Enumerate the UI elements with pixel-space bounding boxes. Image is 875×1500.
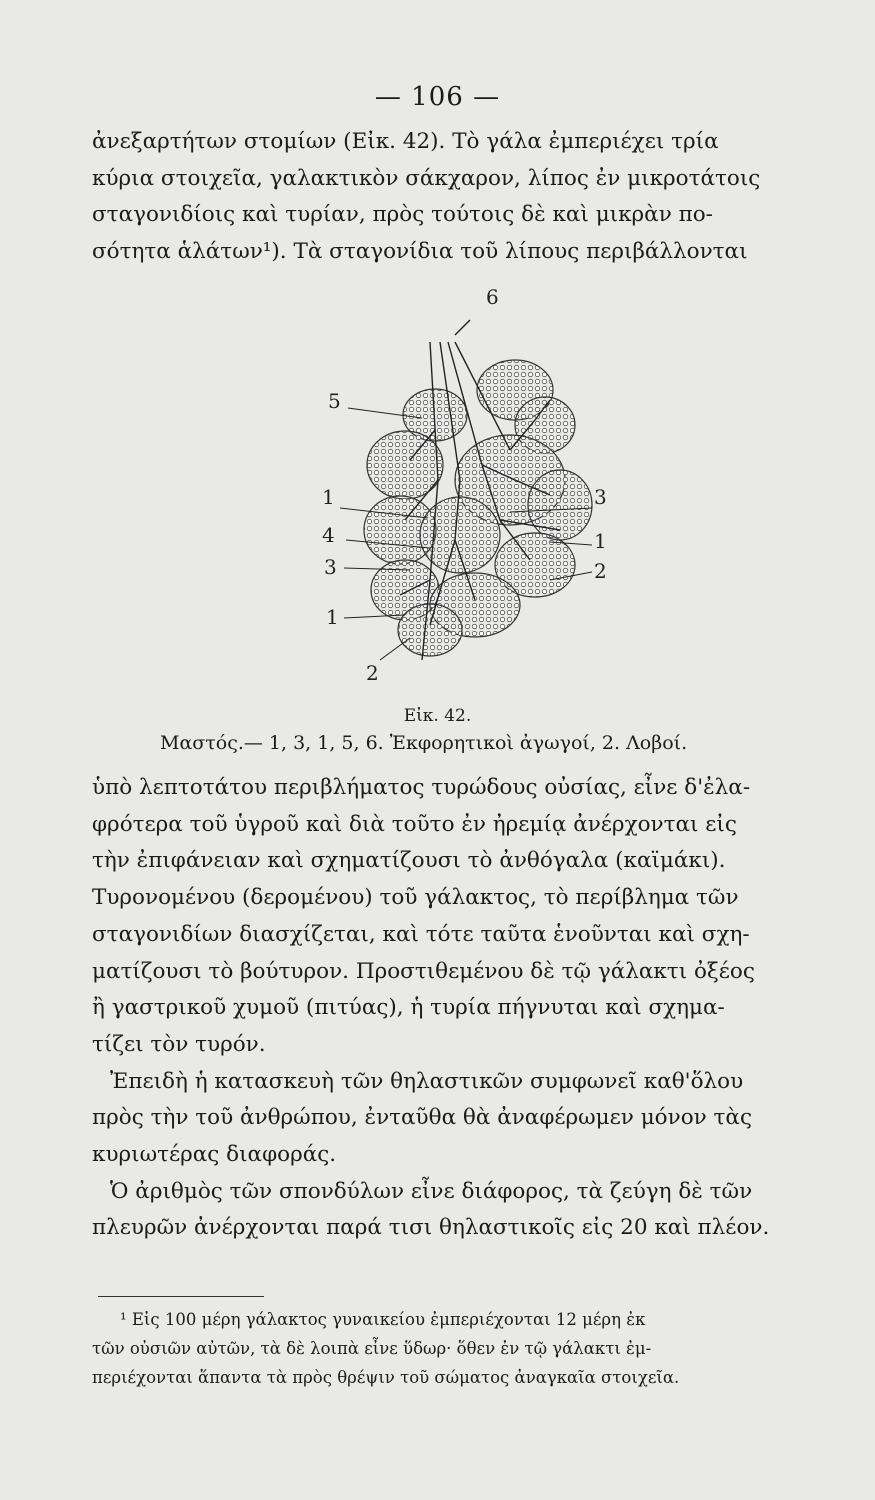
paragraph-bottom <box>92 770 832 1247</box>
footnote <box>92 1305 832 1392</box>
text-line: Τυρονομένου (δερομένου) τοῦ γάλακτος, τὸ περίβλημα τῶν <box>92 885 739 911</box>
text-line: Ὁ ἀριθμὸς τῶν σπονδύλων εἶνε διάφορος, τὰ ζεύγη δὲ τῶν <box>110 1178 753 1204</box>
footnote-line: περιέχονται ἅπαντα τὰ πρὸς θρέψιν τοῦ σώματος ἀναγκαῖα στοιχεῖα. <box>92 1368 680 1387</box>
text-line: κύρια στοιχεῖα, γαλακτικὸν σάκχαρον, λίπος ἐν μικροτάτοις <box>92 165 761 191</box>
figure-caption: Εἰκ. 42. <box>403 706 472 726</box>
text-line: τὴν ἐπιφάνειαν καὶ σχηματίζουσι τὸ ἀνθόγαλα (καϊμάκι). <box>92 848 726 874</box>
lobes <box>364 360 592 656</box>
figure-label: 5 <box>328 389 341 413</box>
text-line: τίζει τὸν τυρόν. <box>92 1031 266 1057</box>
figure-label: 2 <box>366 661 379 685</box>
figure-label: 3 <box>324 555 337 579</box>
text-line: ἀνεξαρτήτων στομίων (Εἰκ. 42). Τὸ γάλα ἐμπεριέχει τρία <box>92 129 719 154</box>
text-line: σταγονιδίοις καὶ τυρίαν, πρὸς τούτοις δὲ καὶ μικρὰν πο- <box>92 202 713 228</box>
footnote-divider <box>98 1296 264 1297</box>
lobe <box>398 604 462 656</box>
text-line: ματίζουσι τὸ βούτυρον. Προστιθεμένου δὲ τῷ γάλακτι ὀξέος <box>92 958 755 984</box>
figure-label: 4 <box>322 523 335 547</box>
text-line: πρὸς τὴν τοῦ ἀνθρώπου, ἐνταῦθα θὰ ἀναφέρωμεν μόνον τὰς <box>92 1105 752 1131</box>
text-line: φρότερα τοῦ ὑγροῦ καὶ διὰ τοῦτο ἐν ἠρεμίᾳ ἀνέρχονται εἰς <box>92 811 737 837</box>
figure-label: 6 <box>486 285 499 309</box>
leader-line <box>380 638 410 660</box>
figure-label: 1 <box>326 605 339 629</box>
figure-label: 3 <box>594 485 607 509</box>
text-line: ἢ γαστρικοῦ χυμοῦ (πιτύας), ἡ τυρία πήγνυται καὶ σχημα- <box>92 995 725 1021</box>
text-line: Ἐπειδὴ ἡ κατασκευὴ τῶν θηλαστικῶν συμφωνεῖ καθ'ὅλου <box>110 1068 744 1094</box>
text-line: κυριωτέρας διαφοράς. <box>92 1142 337 1168</box>
text-line: πλευρῶν ἀνέρχονται παρά τισι θηλαστικοῖς εἰς 20 καὶ πλέον. <box>92 1215 770 1241</box>
text-line: ὑπὸ λεπτοτάτου περιβλήματος τυρώδους οὐσίας, εἶνε δ'ἐλα- <box>92 775 751 800</box>
mammary-gland-illustration <box>310 280 630 690</box>
figure-label: 2 <box>594 559 607 583</box>
duct <box>455 320 470 335</box>
footnote-line: ¹ Εἰς 100 μέρη γάλακτος γυναικείου ἐμπεριέχονται 12 μέρη ἐκ <box>120 1310 646 1329</box>
text-line: σότητα ἁλάτων¹). Τὰ σταγονίδια τοῦ λίπους περιβάλλονται <box>92 239 748 265</box>
page-number: — 106 — <box>374 82 501 112</box>
text-line: σταγονιδίων διασχίζεται, καὶ τότε ταῦτα ἑνοῦνται καὶ σχη- <box>92 921 750 947</box>
footnote-line: τῶν οὐσιῶν αὐτῶν, τὰ δὲ λοιπὰ εἶνε ὕδωρ· ὅθεν ἐν τῷ γάλακτι ἐμ- <box>92 1339 652 1358</box>
figure-legend: Μαστός.— 1, 3, 1, 5, 6. Ἐκφορητικοὶ ἀγωγοί, 2. Λοβοί. <box>160 732 688 754</box>
paragraph-top <box>92 124 832 271</box>
figure-label: 1 <box>594 529 607 553</box>
mammary-gland-drawing <box>310 280 630 690</box>
figure-label: 1 <box>322 485 335 509</box>
